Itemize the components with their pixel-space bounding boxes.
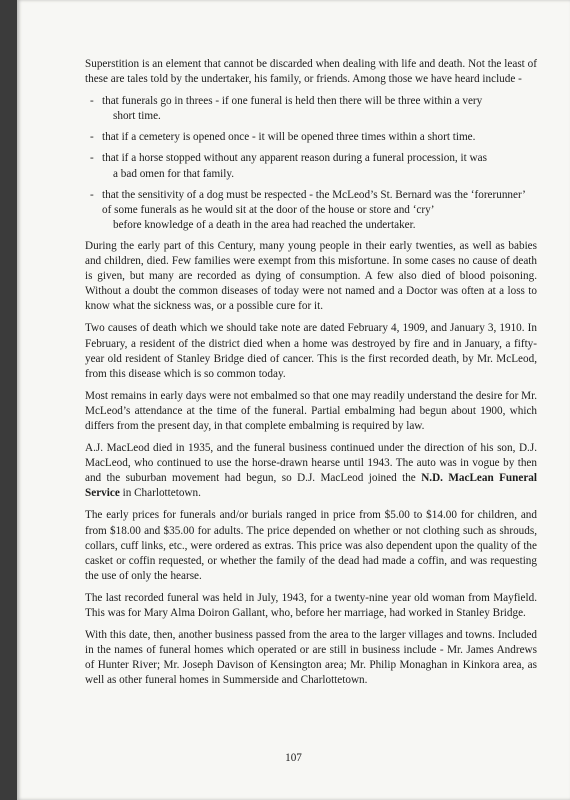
causes-of-death-paragraph: Two causes of death which we should take note are dated February 4, 1909, and January 3, 1910. In February, a resident of the district died when a home was destroyed by fire and in January, a fifty-year old resident of Stanley Bridge died of cancer. This is the first recorded death, by Mr. McLeod, from this disease which is so common today.	[85, 322, 537, 380]
bullet-dash: -	[90, 131, 94, 144]
last-funeral-paragraph: The last recorded funeral was held in July, 1943, for a twenty-nine year old woman from Mayfield. This was for Mary Alma Doiron Gallant, who, before her marriage, had worked in Stanley Bridge.	[85, 591, 537, 619]
list-item	[85, 188, 537, 233]
macleod-paragraph	[85, 441, 537, 501]
embalming-paragraph: Most remains in early days were not embalmed so that one may readily understand the desire for Mr. McLeod’s attendance at the time of the funeral. Partial embalming had begun about 1900, which differs from the present day, in that complete embalming is required by law.	[85, 389, 537, 432]
list-item-continuation: a bad omen for that family.	[113, 167, 235, 180]
page-number: 107	[285, 752, 302, 764]
list-item-continuation: before knowledge of a death in the area had reached the undertaker.	[113, 218, 416, 231]
closing-paragraph: With this date, then, another business passed from the area to the larger villages and towns. Included in the names of funeral homes which operated or are still in business include - Mr. James Andrews of Hunter River; Mr. Joseph Davison of Kensington area; Mr. Philip Monaghan in Kinkora area, as well as other funeral homes in Summerside and Charlottetown.	[85, 629, 537, 687]
list-item-text: that funerals go in threes - if one funeral is held then there will be three within a very	[102, 95, 483, 108]
prices-paragraph: The early prices for funerals and/or burials ranged in price from $5.00 to $14.00 for children, and from $18.00 and $35.00 for adults. The price depended on whether or not clothing such as shrouds, collars, cuff links, etc., were ordered as extras. This price was also dependent upon the quality of the casket or coffin requested, or whether the family of the dead had made a coffin, and was requesting the use of only the hearse.	[85, 509, 537, 582]
list-item	[85, 130, 537, 145]
bullet-dash: -	[90, 188, 94, 201]
list-item-text: that if a cemetery is opened once - it will be opened three times within a short time.	[102, 131, 476, 144]
early-century-paragraph: During the early part of this Century, many young people in their early twenties, as well as babies and children, died. Few families were exempt from this misfortune. In some cases no cause of death is given, but many are recorded as dying of consumption. A few also died of blood poisoning. Without a doubt the common diseases of today were not named and a Doctor was often at a loss to know what the sickness was, or a possible cure for it.	[85, 239, 537, 313]
bullet-dash: -	[90, 152, 94, 165]
page-body	[85, 57, 537, 695]
list-item-continuation: short time.	[113, 110, 161, 123]
superstition-list	[85, 94, 537, 233]
macleod-text-end: in Charlottetown.	[122, 487, 201, 500]
book-page	[17, 0, 570, 800]
list-item-text: that the sensitivity of a dog must be respected - the McLeod’s St. Bernard was the ‘forerunner’ of some funerals as he would sit at the door of the house or store and ‘cry’	[102, 188, 526, 216]
list-item	[85, 151, 537, 181]
list-item-text: that if a horse stopped without any apparent reason during a funeral procession, it was	[102, 152, 487, 165]
list-item	[85, 94, 537, 124]
intro-paragraph: Superstition is an element that cannot be discarded when dealing with life and death. Not the least of these are tales told by the undertaker, his family, or friends. Among those we have heard include -	[85, 58, 537, 86]
bullet-dash: -	[90, 95, 94, 108]
funeral-service-name: N.D. MacLean Funeral Service	[85, 472, 538, 500]
macleod-text-start: A.J. MacLeod died in 1935, and the funeral business continued under the direction of his son, D.J. MacLeod, who continued to use the horse-drawn hearse until 1943. The auto was in vogue by then and the suburban movement had begun, so D.J. MacLeod joined the	[85, 442, 537, 485]
